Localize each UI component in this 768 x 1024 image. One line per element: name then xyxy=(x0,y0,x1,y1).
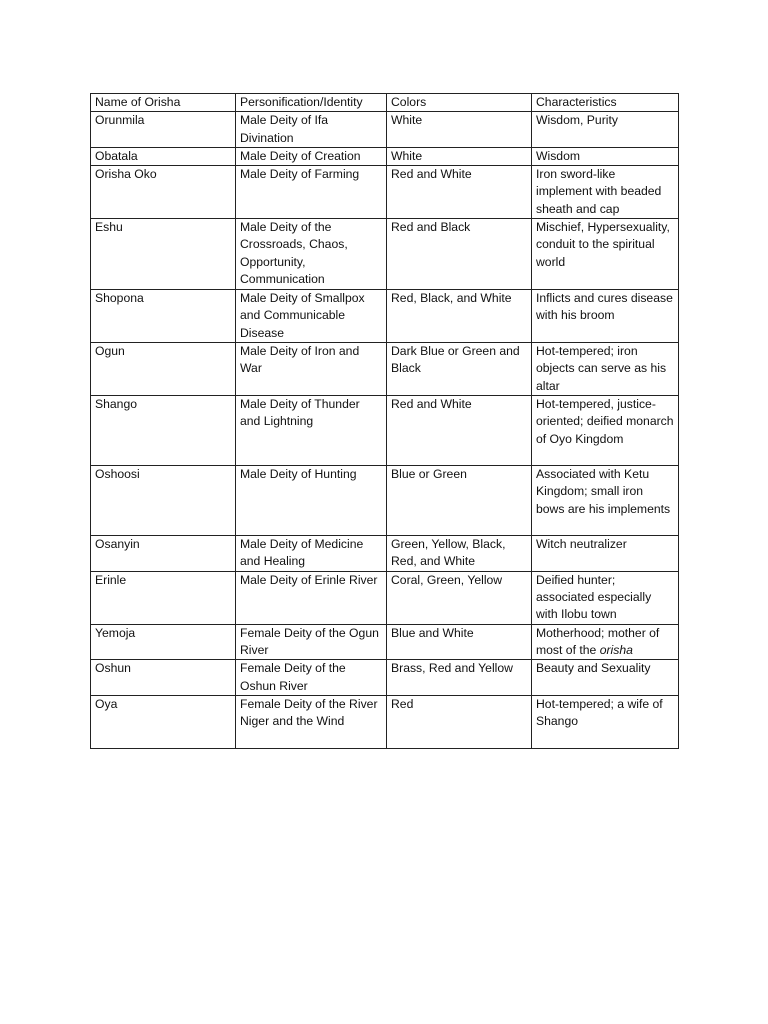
cell-characteristics: Iron sword-like implement with beaded sheath and cap xyxy=(532,166,679,219)
table-row xyxy=(91,536,679,572)
cell-characteristics: Hot-tempered; iron objects can serve as his altar xyxy=(532,343,679,396)
cell-personification: Male Deity of Thunder and Lightning xyxy=(236,396,387,466)
cell-personification: Female Deity of the Oshun River xyxy=(236,660,387,696)
cell-characteristics: Witch neutralizer xyxy=(532,536,679,572)
cell-characteristics-italic: orisha xyxy=(599,643,633,658)
cell-name: Yemoja xyxy=(91,624,236,660)
cell-colors: Coral, Green, Yellow xyxy=(387,571,532,624)
cell-characteristics: Hot-tempered; a wife of Shango xyxy=(532,695,679,748)
cell-characteristics: Deified hunter; associated especially with Ilobu town xyxy=(532,571,679,624)
cell-colors: Red and White xyxy=(387,396,532,466)
table-row xyxy=(91,695,679,748)
cell-name: Orunmila xyxy=(91,112,236,148)
cell-characteristics-text: Motherhood; mother of most of the xyxy=(536,625,660,658)
cell-personification: Female Deity of the River Niger and the Wind xyxy=(236,695,387,748)
cell-characteristics: Beauty and Sexuality xyxy=(532,660,679,696)
cell-personification: Female Deity of the Ogun River xyxy=(236,624,387,660)
cell-personification: Male Deity of Medicine and Healing xyxy=(236,536,387,572)
orisha-table xyxy=(90,93,679,749)
cell-personification: Male Deity of Iron and War xyxy=(236,343,387,396)
cell-characteristics: Wisdom, Purity xyxy=(532,112,679,148)
cell-colors: Red and Black xyxy=(387,219,532,290)
cell-name: Ogun xyxy=(91,343,236,396)
cell-characteristics: Hot-tempered, justice-oriented; deified monarch of Oyo Kingdom xyxy=(532,396,679,466)
cell-personification: Male Deity of Erinle River xyxy=(236,571,387,624)
cell-colors: Red xyxy=(387,695,532,748)
cell-colors: White xyxy=(387,112,532,148)
table-row xyxy=(91,290,679,343)
table-header-row xyxy=(91,94,679,112)
cell-characteristics: Associated with Ketu Kingdom; small iron bows are his implements xyxy=(532,466,679,536)
table-row xyxy=(91,660,679,696)
cell-personification: Male Deity of Ifa Divination xyxy=(236,112,387,148)
cell-characteristics: Inflicts and cures disease with his broom xyxy=(532,290,679,343)
cell-characteristics: Mischief, Hypersexuality, conduit to the spiritual world xyxy=(532,219,679,290)
cell-name: Oshoosi xyxy=(91,466,236,536)
table-row xyxy=(91,219,679,290)
table-row xyxy=(91,112,679,148)
cell-name: Orisha Oko xyxy=(91,166,236,219)
table-row xyxy=(91,571,679,624)
header-colors: Colors xyxy=(387,94,532,112)
cell-name: Eshu xyxy=(91,219,236,290)
cell-characteristics xyxy=(532,624,679,660)
cell-name: Obatala xyxy=(91,147,236,165)
table-row xyxy=(91,624,679,660)
cell-name: Erinle xyxy=(91,571,236,624)
cell-colors: Red, Black, and White xyxy=(387,290,532,343)
cell-name: Oshun xyxy=(91,660,236,696)
cell-colors: Dark Blue or Green and Black xyxy=(387,343,532,396)
cell-colors: White xyxy=(387,147,532,165)
cell-name: Shango xyxy=(91,396,236,466)
table-row xyxy=(91,166,679,219)
cell-personification: Male Deity of Creation xyxy=(236,147,387,165)
cell-characteristics: Wisdom xyxy=(532,147,679,165)
header-characteristics: Characteristics xyxy=(532,94,679,112)
cell-name: Shopona xyxy=(91,290,236,343)
cell-colors: Brass, Red and Yellow xyxy=(387,660,532,696)
table-row xyxy=(91,466,679,536)
cell-name: Oya xyxy=(91,695,236,748)
table-row xyxy=(91,343,679,396)
cell-personification: Male Deity of Smallpox and Communicable Disease xyxy=(236,290,387,343)
cell-colors: Green, Yellow, Black, Red, and White xyxy=(387,536,532,572)
header-personification: Personification/Identity xyxy=(236,94,387,112)
header-name: Name of Orisha xyxy=(91,94,236,112)
cell-name: Osanyin xyxy=(91,536,236,572)
table-row xyxy=(91,147,679,165)
cell-colors: Red and White xyxy=(387,166,532,219)
cell-personification: Male Deity of Farming xyxy=(236,166,387,219)
cell-colors: Blue or Green xyxy=(387,466,532,536)
cell-personification: Male Deity of the Crossroads, Chaos, Opportunity, Communication xyxy=(236,219,387,290)
cell-personification: Male Deity of Hunting xyxy=(236,466,387,536)
table-row xyxy=(91,396,679,466)
cell-colors: Blue and White xyxy=(387,624,532,660)
